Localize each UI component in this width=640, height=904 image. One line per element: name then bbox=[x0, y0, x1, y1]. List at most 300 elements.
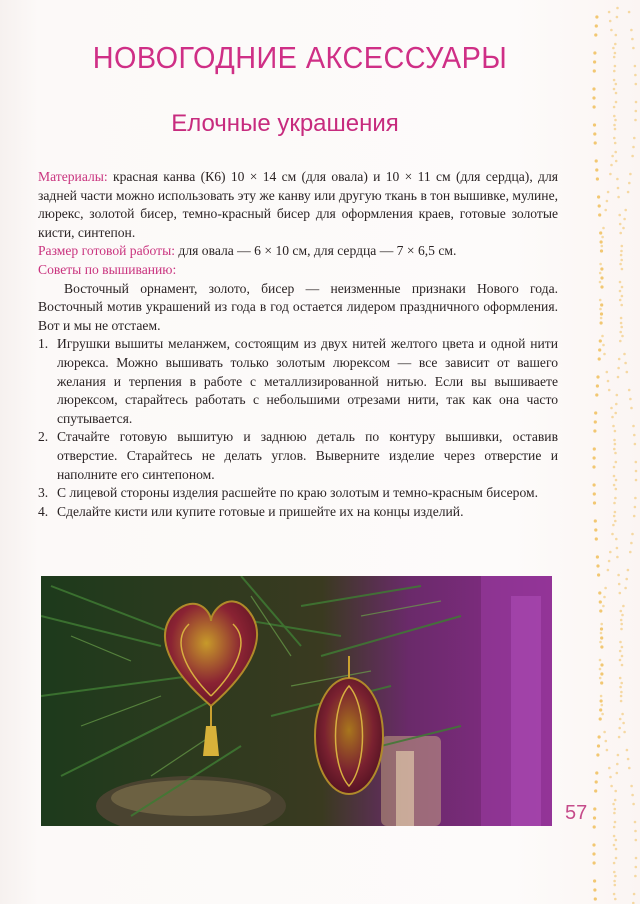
border-dot bbox=[600, 663, 603, 666]
border-dot bbox=[601, 335, 604, 338]
border-dot bbox=[624, 587, 627, 590]
border-dot bbox=[634, 65, 637, 68]
border-dot bbox=[593, 447, 596, 450]
border-dot bbox=[593, 456, 596, 459]
border-dot bbox=[602, 227, 605, 230]
border-dot bbox=[613, 484, 616, 487]
step-text: Сделайте кисти или купите готовые и пришейте их на концы изделий. bbox=[57, 503, 464, 519]
border-dot bbox=[614, 808, 617, 811]
border-dot bbox=[615, 848, 618, 851]
border-dot bbox=[619, 281, 622, 284]
border-dot bbox=[617, 196, 620, 199]
border-dot bbox=[617, 367, 620, 370]
border-dot bbox=[599, 299, 602, 302]
border-dot bbox=[609, 776, 612, 779]
border-dot bbox=[598, 204, 601, 207]
border-dot bbox=[608, 560, 611, 563]
border-dot bbox=[620, 259, 623, 262]
border-dot bbox=[635, 479, 638, 482]
border-dot bbox=[624, 362, 627, 365]
border-dot bbox=[600, 672, 603, 675]
border-dot bbox=[632, 47, 635, 50]
border-dot bbox=[612, 47, 615, 50]
border-dot bbox=[594, 33, 597, 36]
border-dot bbox=[606, 200, 609, 203]
border-dot bbox=[613, 515, 616, 518]
border-dot bbox=[614, 511, 617, 514]
border-dot bbox=[613, 439, 616, 442]
border-dot bbox=[602, 605, 605, 608]
border-dot bbox=[594, 528, 597, 531]
border-dot bbox=[621, 335, 624, 338]
border-dot bbox=[634, 506, 637, 509]
border-dot bbox=[600, 285, 603, 288]
border-dot bbox=[614, 128, 617, 131]
border-dot bbox=[598, 213, 601, 216]
border-dot bbox=[614, 43, 617, 46]
border-dot bbox=[615, 479, 618, 482]
border-dot bbox=[601, 713, 604, 716]
border-dot bbox=[616, 763, 619, 766]
border-dot bbox=[599, 609, 602, 612]
border-dot bbox=[617, 187, 620, 190]
border-dot bbox=[630, 785, 633, 788]
border-dot bbox=[619, 232, 622, 235]
border-dot bbox=[620, 691, 623, 694]
page-subtitle: Елочные украшения bbox=[171, 110, 399, 137]
border-dot bbox=[600, 681, 603, 684]
border-dot bbox=[616, 16, 619, 19]
border-dot bbox=[634, 443, 637, 446]
border-dot bbox=[608, 11, 611, 14]
border-dot bbox=[620, 326, 623, 329]
border-dot bbox=[617, 754, 620, 757]
border-dot bbox=[609, 551, 612, 554]
list-item bbox=[38, 503, 558, 522]
border-dot bbox=[614, 412, 617, 415]
border-dot bbox=[616, 772, 619, 775]
border-dot bbox=[634, 119, 637, 122]
border-dot bbox=[631, 794, 634, 797]
border-dot bbox=[610, 785, 613, 788]
border-dot bbox=[619, 659, 622, 662]
border-dot bbox=[607, 380, 610, 383]
border-dot bbox=[593, 69, 596, 72]
border-dot bbox=[613, 70, 616, 73]
border-dot bbox=[594, 141, 597, 144]
christmas-ornaments-image bbox=[41, 576, 552, 826]
border-dot bbox=[635, 470, 638, 473]
border-dot bbox=[614, 430, 617, 433]
border-dot bbox=[594, 420, 597, 423]
border-dot bbox=[600, 645, 603, 648]
border-dot bbox=[599, 717, 602, 720]
border-dot bbox=[618, 358, 621, 361]
border-dot bbox=[619, 340, 622, 343]
border-dot bbox=[620, 623, 623, 626]
border-dot bbox=[619, 290, 622, 293]
step-number: 4. bbox=[38, 503, 49, 519]
border-dot bbox=[613, 448, 616, 451]
border-dot bbox=[634, 830, 637, 833]
border-dot bbox=[596, 564, 599, 567]
border-dot bbox=[598, 735, 601, 738]
border-dot bbox=[626, 371, 629, 374]
border-dot bbox=[594, 897, 597, 900]
border-dot bbox=[593, 60, 596, 63]
materials-paragraph bbox=[38, 168, 558, 242]
border-dot bbox=[613, 106, 616, 109]
border-dot bbox=[619, 263, 622, 266]
border-dot bbox=[600, 636, 603, 639]
border-dot bbox=[629, 398, 632, 401]
border-dot bbox=[612, 803, 615, 806]
border-dot bbox=[605, 740, 608, 743]
border-dot bbox=[633, 893, 636, 896]
border-dot bbox=[634, 875, 637, 878]
border-dot bbox=[614, 790, 617, 793]
border-dot bbox=[613, 502, 616, 505]
border-dot bbox=[595, 771, 598, 774]
border-dot bbox=[622, 605, 625, 608]
border-dot bbox=[614, 151, 617, 154]
border-dot bbox=[599, 272, 602, 275]
border-dot bbox=[616, 556, 619, 559]
border-dot bbox=[615, 101, 618, 104]
border-dot bbox=[614, 52, 617, 55]
border-dot bbox=[600, 267, 603, 270]
border-dot bbox=[614, 497, 617, 500]
border-dot bbox=[601, 704, 604, 707]
border-dot bbox=[592, 87, 595, 90]
border-dot bbox=[613, 79, 616, 82]
border-dot bbox=[597, 573, 600, 576]
border-dot bbox=[600, 699, 603, 702]
border-dot bbox=[635, 110, 638, 113]
border-dot bbox=[613, 88, 616, 91]
border-dot bbox=[614, 142, 617, 145]
border-dot bbox=[613, 835, 616, 838]
border-dot bbox=[635, 857, 638, 860]
border-dot bbox=[628, 11, 631, 14]
border-dot bbox=[620, 628, 623, 631]
border-dot bbox=[599, 231, 602, 234]
border-dot bbox=[623, 731, 626, 734]
border-dot bbox=[599, 708, 602, 711]
border-dot bbox=[633, 137, 636, 140]
border-dot bbox=[600, 312, 603, 315]
border-dot bbox=[625, 578, 628, 581]
border-dot bbox=[600, 303, 603, 306]
border-dot bbox=[615, 34, 618, 37]
border-dot bbox=[595, 15, 598, 18]
border-dot bbox=[593, 429, 596, 432]
border-dot bbox=[608, 389, 611, 392]
border-dot bbox=[613, 880, 616, 883]
border-dot bbox=[621, 295, 624, 298]
border-dot bbox=[629, 173, 632, 176]
border-dot bbox=[622, 722, 625, 725]
step-number: 3. bbox=[38, 485, 49, 501]
border-dot bbox=[599, 600, 602, 603]
border-dot bbox=[632, 425, 635, 428]
border-dot bbox=[619, 718, 622, 721]
border-dot bbox=[601, 245, 604, 248]
border-dot bbox=[612, 425, 615, 428]
border-dot bbox=[621, 286, 624, 289]
border-dot bbox=[619, 223, 622, 226]
tips-intro: Восточный орнамент, золото, бисер — неизменные признаки Нового года. Восточный мотив украшений из года в год остается лидером праздничного оформления. Вот и мы не отстаем. bbox=[38, 280, 558, 333]
border-dot bbox=[600, 317, 603, 320]
border-dot bbox=[592, 843, 595, 846]
border-dot bbox=[595, 24, 598, 27]
step-text: Игрушки вышиты меланжем, состоящим из двух нитей желтого цвета и одной нити люрекса. Можно вышивать только золотым люрексом — все зависит от вашего желания и терпения в работе с металлизированной нитью. Если вы вышиваете люрексом, старайтесь работать с небольшими отрезами нити, так как она часто спутывается. bbox=[57, 336, 558, 426]
border-dot bbox=[607, 569, 610, 572]
border-dot bbox=[613, 844, 616, 847]
border-dot bbox=[615, 857, 618, 860]
border-dot bbox=[618, 583, 621, 586]
border-dot bbox=[611, 416, 614, 419]
border-dot bbox=[635, 83, 638, 86]
border-dot bbox=[614, 65, 617, 68]
step-number: 1. bbox=[38, 336, 49, 352]
border-dot bbox=[599, 263, 602, 266]
border-dot bbox=[632, 146, 635, 149]
border-dot bbox=[604, 587, 607, 590]
border-dot bbox=[599, 677, 602, 680]
border-dot bbox=[627, 758, 630, 761]
border-dot bbox=[613, 115, 616, 118]
border-dot bbox=[613, 124, 616, 127]
border-dot bbox=[595, 393, 598, 396]
border-dot bbox=[593, 888, 596, 891]
border-dot bbox=[635, 461, 638, 464]
materials-label: Материалы: bbox=[38, 169, 108, 184]
border-dot bbox=[614, 799, 617, 802]
border-dot bbox=[621, 245, 624, 248]
step-text: Стачайте готовую вышитую и заднюю деталь по контуру вышивки, оставив отверстие. Старайтесь не делать углов. Выверните изделие через отверстие и наполните его синтепоном. bbox=[57, 429, 558, 482]
border-dot bbox=[631, 533, 634, 536]
border-dot bbox=[609, 173, 612, 176]
border-dot bbox=[593, 501, 596, 504]
border-dot bbox=[610, 164, 613, 167]
border-dot bbox=[613, 862, 616, 865]
border-dot bbox=[635, 101, 638, 104]
border-dot bbox=[628, 182, 631, 185]
border-dot bbox=[614, 452, 617, 455]
border-dot bbox=[610, 407, 613, 410]
border-dot bbox=[609, 20, 612, 23]
steps-list bbox=[38, 335, 558, 521]
border-dot bbox=[616, 7, 619, 10]
border-dot bbox=[633, 434, 636, 437]
step-text: С лицевой стороны изделия расшейте по краю золотым и темно-красным бисером. bbox=[57, 485, 539, 501]
border-dot bbox=[596, 384, 599, 387]
border-dot bbox=[615, 403, 618, 406]
border-dot bbox=[600, 632, 603, 635]
border-dot bbox=[597, 744, 600, 747]
border-dot bbox=[615, 839, 618, 842]
border-dot bbox=[614, 884, 617, 887]
border-dot bbox=[618, 727, 621, 730]
border-dot bbox=[613, 466, 616, 469]
page-number: 57 bbox=[565, 802, 588, 824]
border-dot bbox=[619, 592, 622, 595]
border-dot bbox=[595, 780, 598, 783]
border-dot bbox=[614, 443, 617, 446]
border-dot bbox=[619, 686, 622, 689]
border-dot bbox=[593, 879, 596, 882]
border-dot bbox=[624, 209, 627, 212]
border-dot bbox=[593, 105, 596, 108]
border-dot bbox=[617, 376, 620, 379]
border-dot bbox=[620, 317, 623, 320]
border-dot bbox=[592, 852, 595, 855]
border-dot bbox=[620, 695, 623, 698]
border-dot bbox=[599, 339, 602, 342]
size-text: для овала — 6 × 10 см, для сердца — 7 × 6,5 см. bbox=[175, 243, 457, 259]
border-dot bbox=[608, 767, 611, 770]
border-dot bbox=[620, 254, 623, 257]
materials-text: красная канва (К6) 10 × 14 см (для овала) и 10 × 11 см (для сердца), для задней части можно использовать эту же канву или другую ткань в тон вышивке, мулине, люрекс, золотой бисер, темно-красный бисер для оформления краев, готовые золотые кисти, синтепон. bbox=[38, 169, 558, 240]
border-dot bbox=[630, 407, 633, 410]
border-dot bbox=[614, 898, 617, 901]
border-dot bbox=[620, 700, 623, 703]
border-dot bbox=[631, 38, 634, 41]
border-dot bbox=[603, 596, 606, 599]
border-dot bbox=[615, 92, 618, 95]
border-dot bbox=[634, 497, 637, 500]
border-dot bbox=[607, 191, 610, 194]
border-dot bbox=[619, 677, 622, 680]
border-dot bbox=[615, 461, 618, 464]
border-dot bbox=[631, 155, 634, 158]
border-dot bbox=[610, 29, 613, 32]
border-dot bbox=[603, 731, 606, 734]
border-dot bbox=[619, 299, 622, 302]
border-dot bbox=[635, 839, 638, 842]
border-dot bbox=[623, 218, 626, 221]
border-dot bbox=[599, 668, 602, 671]
border-dot bbox=[595, 159, 598, 162]
border-dot bbox=[615, 83, 618, 86]
border-dot bbox=[615, 160, 618, 163]
border-dot bbox=[613, 56, 616, 59]
border-dot bbox=[632, 803, 635, 806]
border-dot bbox=[628, 389, 631, 392]
border-dot bbox=[604, 209, 607, 212]
border-dot bbox=[613, 137, 616, 140]
border-dot bbox=[600, 240, 603, 243]
article-body bbox=[38, 168, 558, 521]
border-dot bbox=[594, 411, 597, 414]
border-dot bbox=[599, 641, 602, 644]
step-number: 2. bbox=[38, 429, 49, 445]
border-dot bbox=[596, 753, 599, 756]
border-dot bbox=[615, 488, 618, 491]
size-paragraph bbox=[38, 242, 558, 261]
border-dot bbox=[635, 866, 638, 869]
border-dot bbox=[594, 789, 597, 792]
border-dot bbox=[621, 268, 624, 271]
list-item bbox=[38, 335, 558, 428]
border-dot bbox=[599, 659, 602, 662]
border-dot bbox=[616, 394, 619, 397]
border-dot bbox=[613, 871, 616, 874]
border-dot bbox=[606, 749, 609, 752]
border-dot bbox=[618, 214, 621, 217]
border-dot bbox=[593, 132, 596, 135]
border-dot bbox=[593, 51, 596, 54]
border-dot bbox=[593, 492, 596, 495]
border-dot bbox=[597, 195, 600, 198]
border-dot bbox=[616, 178, 619, 181]
border-dot bbox=[623, 353, 626, 356]
border-dot bbox=[596, 555, 599, 558]
border-dot bbox=[630, 542, 633, 545]
border-dot bbox=[621, 646, 624, 649]
border-dot bbox=[593, 825, 596, 828]
border-dot bbox=[593, 861, 596, 864]
border-dot bbox=[593, 483, 596, 486]
border-dot bbox=[600, 623, 603, 626]
border-dot bbox=[613, 893, 616, 896]
border-dot bbox=[620, 682, 623, 685]
border-dot bbox=[621, 655, 624, 658]
border-dot bbox=[619, 641, 622, 644]
border-dot bbox=[600, 695, 603, 698]
border-dot bbox=[621, 713, 624, 716]
border-dot bbox=[627, 569, 630, 572]
border-dot bbox=[614, 119, 617, 122]
border-dot bbox=[601, 236, 604, 239]
border-dot bbox=[592, 96, 595, 99]
border-dot bbox=[594, 519, 597, 522]
border-dot bbox=[600, 276, 603, 279]
border-dot bbox=[599, 281, 602, 284]
border-dot bbox=[620, 610, 623, 613]
border-dot bbox=[598, 591, 601, 594]
border-dot bbox=[616, 547, 619, 550]
border-dot bbox=[612, 524, 615, 527]
border-dot bbox=[606, 371, 609, 374]
border-dot bbox=[613, 812, 616, 815]
border-dot bbox=[627, 191, 630, 194]
border-dot bbox=[621, 664, 624, 667]
border-dot bbox=[620, 322, 623, 325]
border-dot bbox=[619, 331, 622, 334]
border-dot bbox=[620, 250, 623, 253]
border-dot bbox=[596, 375, 599, 378]
border-dot bbox=[615, 538, 618, 541]
border-dot bbox=[613, 826, 616, 829]
border-dot bbox=[598, 357, 601, 360]
list-item bbox=[38, 428, 558, 484]
border-dot bbox=[614, 520, 617, 523]
border-dot bbox=[600, 627, 603, 630]
border-dot bbox=[619, 650, 622, 653]
tips-label: Советы по вышиванию: bbox=[38, 261, 177, 277]
border-dot bbox=[621, 614, 624, 617]
border-dot bbox=[633, 515, 636, 518]
border-dot bbox=[620, 304, 623, 307]
border-dot bbox=[595, 537, 598, 540]
border-dot bbox=[599, 308, 602, 311]
border-dot bbox=[595, 168, 598, 171]
border-dot bbox=[593, 807, 596, 810]
border-dot bbox=[626, 749, 629, 752]
border-dot bbox=[618, 736, 621, 739]
